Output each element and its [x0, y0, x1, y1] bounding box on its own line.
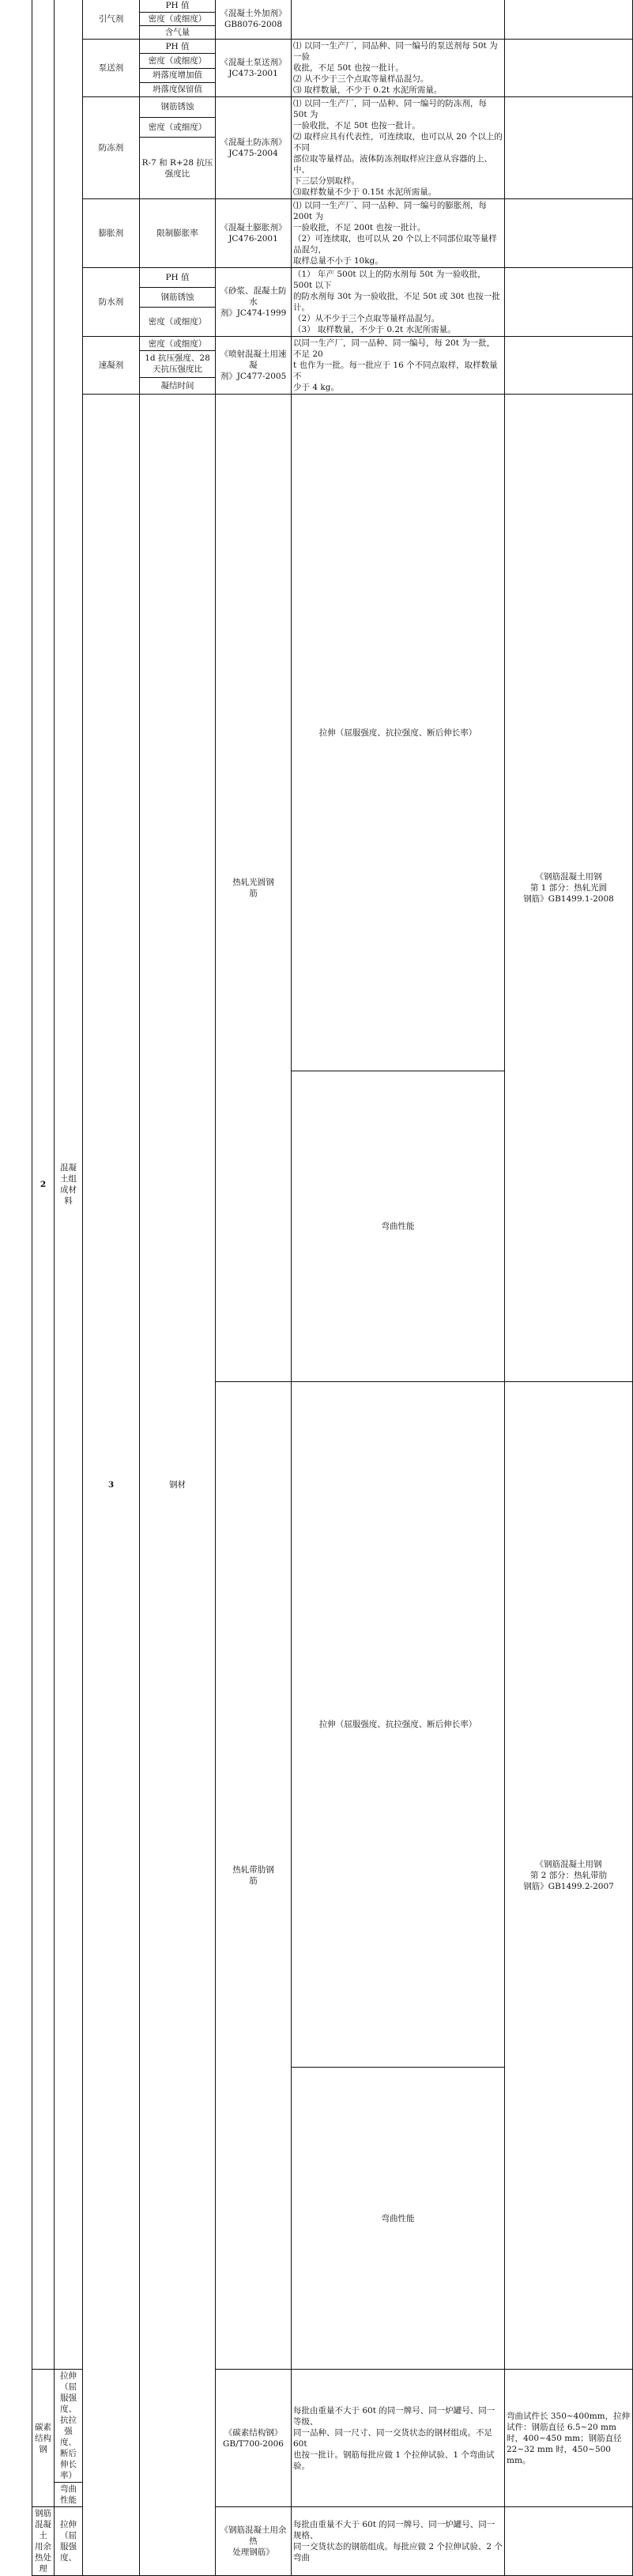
test-item: 拉伸（屈服强度、	[55, 2507, 83, 2576]
material-name: 泵送剂	[83, 40, 140, 97]
row-number: 2	[32, 0, 55, 2370]
test-item: 密度（或细度）	[140, 307, 216, 336]
sampling-rule-cell: ⑴ 以同一生产厂，同品种、同一编号的泵送剂每 50t 为一验 收批，不足 50t 也按一批计。 ⑵ 从不少于三个点取等量样品混匀。 ⑶ 取样数量，不少于 0.2t 水泥所需量。	[292, 40, 505, 97]
note-cell	[505, 0, 633, 40]
standard-cell: 《混凝土膨胀剂》 JC476-2001	[216, 199, 292, 268]
test-item: 拉伸（屈服强度、抗拉强度、断后伸长率）	[55, 2370, 83, 2483]
sampling-rule-cell	[292, 0, 505, 40]
material-name: 热轧带肋钢 筋	[216, 1382, 292, 2370]
row-number: 3	[83, 395, 140, 2576]
category-cell: 混凝 土组 成材 料	[55, 0, 83, 2370]
material-name: 防冻剂	[83, 97, 140, 199]
test-item: 拉伸（屈服强度、抗拉强度、断后伸长率）	[292, 1382, 505, 2068]
test-item: 限制膨胀率	[140, 199, 216, 268]
material-name: 热轧光圆钢 筋	[216, 395, 292, 1382]
test-item: 密度（或细度）	[140, 54, 216, 68]
material-name: 引气剂	[83, 0, 140, 40]
note-cell	[505, 199, 633, 268]
standard-cell: 《混凝土外加剂》 GB8076-2008	[216, 0, 292, 40]
sampling-rule-cell: 以同一生产厂，同一品种、同一编号，每 20t 为一批，不足 20 t 也作为一批。每一批应于 16 个不同点取样，取样数量不 少于 4 kg。	[292, 337, 505, 395]
sampling-rule-cell: （1） 年产 500t 以上的防水剂每 50t 为一验收批，500t 以下 的防水剂每 30t 为一验收批，不足 50t 或 30t 也按一批计。 （2）从不少于三个点取等量样品混匀。 （3） 取样数量，不少于 0.2t 水泥所需量。	[292, 268, 505, 337]
test-item: 坍落度保留值	[140, 82, 216, 96]
test-item: 钢筋锈蚀	[140, 287, 216, 307]
test-item: 弯曲性能	[55, 2483, 83, 2507]
standard-cell: 《砂浆、混凝土防水 剂》JC474-1999	[216, 268, 292, 337]
note-cell: 弯曲试件长 350~400mm，拉伸 试件：钢筋直径 6.5~20 mm 时，400~450 mm；钢筋直径 22~32 mm 时，450~500 mm。	[505, 2370, 633, 2507]
sampling-spec-table	[32, 0, 633, 2576]
note-cell	[505, 97, 633, 199]
sampling-rule-cell: 每批由重量不大于 60t 的同一牌号、同一炉罐号、同一规格、 同一交货状态的钢筋组成。每批应做 2 个拉伸试验、2 个弯曲	[292, 2507, 505, 2576]
category-cell: 钢材	[140, 395, 216, 2576]
test-item: 弯曲性能	[292, 1071, 505, 1382]
material-name: 防水剂	[83, 268, 140, 337]
note-cell	[505, 40, 633, 97]
test-item: 含气量	[140, 26, 216, 40]
standard-cell: 《钢筋混凝土用钢 第 2 部分：热轧带肋 钢筋》GB1499.2-2007	[505, 1382, 633, 2370]
test-item: 1d 抗压强度、28 天抗压强度比	[140, 351, 216, 377]
standard-cell: 《混凝土防冻剂》 JC475-2004	[216, 97, 292, 199]
note-cell	[505, 268, 633, 337]
standard-cell: 《钢筋混凝土用钢 第 1 部分：热轧光圆 钢筋》GB1499.1-2008	[505, 395, 633, 1382]
sampling-rule-cell: 每批由重量不大于 60t 的同一牌号、同一炉罐号、同一等级、 同一品种、同一尺寸、同一交货状态的钢材组成。不足 60t 也按一批计。钢筋每批应做 1 个拉伸试验、1 个弯曲试验。	[292, 2370, 505, 2507]
note-cell	[505, 337, 633, 395]
test-item: 密度（或细度）	[140, 13, 216, 26]
test-item: 钢筋锈蚀	[140, 97, 216, 118]
note-cell	[505, 2507, 633, 2576]
test-item: PH 值	[140, 268, 216, 288]
test-item: 密度（或细度）	[140, 117, 216, 138]
material-name: 膨胀剂	[83, 199, 140, 268]
test-item: 凝结时间	[140, 377, 216, 394]
test-item: 拉伸（屈服强度、抗拉强度、断后伸长率）	[292, 395, 505, 1071]
material-name: 碳素结构钢	[32, 2370, 55, 2507]
test-item: 弯曲性能	[292, 2068, 505, 2370]
standard-cell: 《喷射混凝土用速凝 剂》JC477-2005	[216, 337, 292, 395]
test-item: PH 值	[140, 40, 216, 54]
standard-cell: 《碳素结构钢》 GB/T700-2006	[216, 2370, 292, 2507]
test-item: 坍落度增加值	[140, 68, 216, 82]
test-item: 密度（或细度）	[140, 337, 216, 351]
material-name: 钢筋混凝土 用余热处理	[32, 2507, 55, 2576]
test-item: PH 值	[140, 0, 216, 13]
standard-cell: 《钢筋混凝土用余热 处理钢筋》	[216, 2507, 292, 2576]
standard-cell: 《混凝土泵送剂》 JC473-2001	[216, 40, 292, 97]
test-item: R-7 和 R+28 抗压强度比	[140, 138, 216, 199]
sampling-rule-cell: ⑴ 以同一生产厂、同一品种、同一编号的膨胀剂，每 200t 为 一验收批，不足 200t 也按一批计。 （2）可连续取，也可以从 20 个以上不同部位取等量样品混匀， 取样总量不小于 10kg。	[292, 199, 505, 268]
material-name: 速凝剂	[83, 337, 140, 395]
sampling-rule-cell: ⑴ 以同一生产厂，同一品种、同一编号的防冻剂，每 50t 为 一验收批，不足 50t 也按一批计。 ⑵ 取样应具有代表性，可连续取，也可以从 20 个以上的不同 部位取等量样品。液体防冻剂取样应注意从容器的上、中、 下三层分别取样。 ⑶取样数量不少于 0.15t 水泥所需量。	[292, 97, 505, 199]
